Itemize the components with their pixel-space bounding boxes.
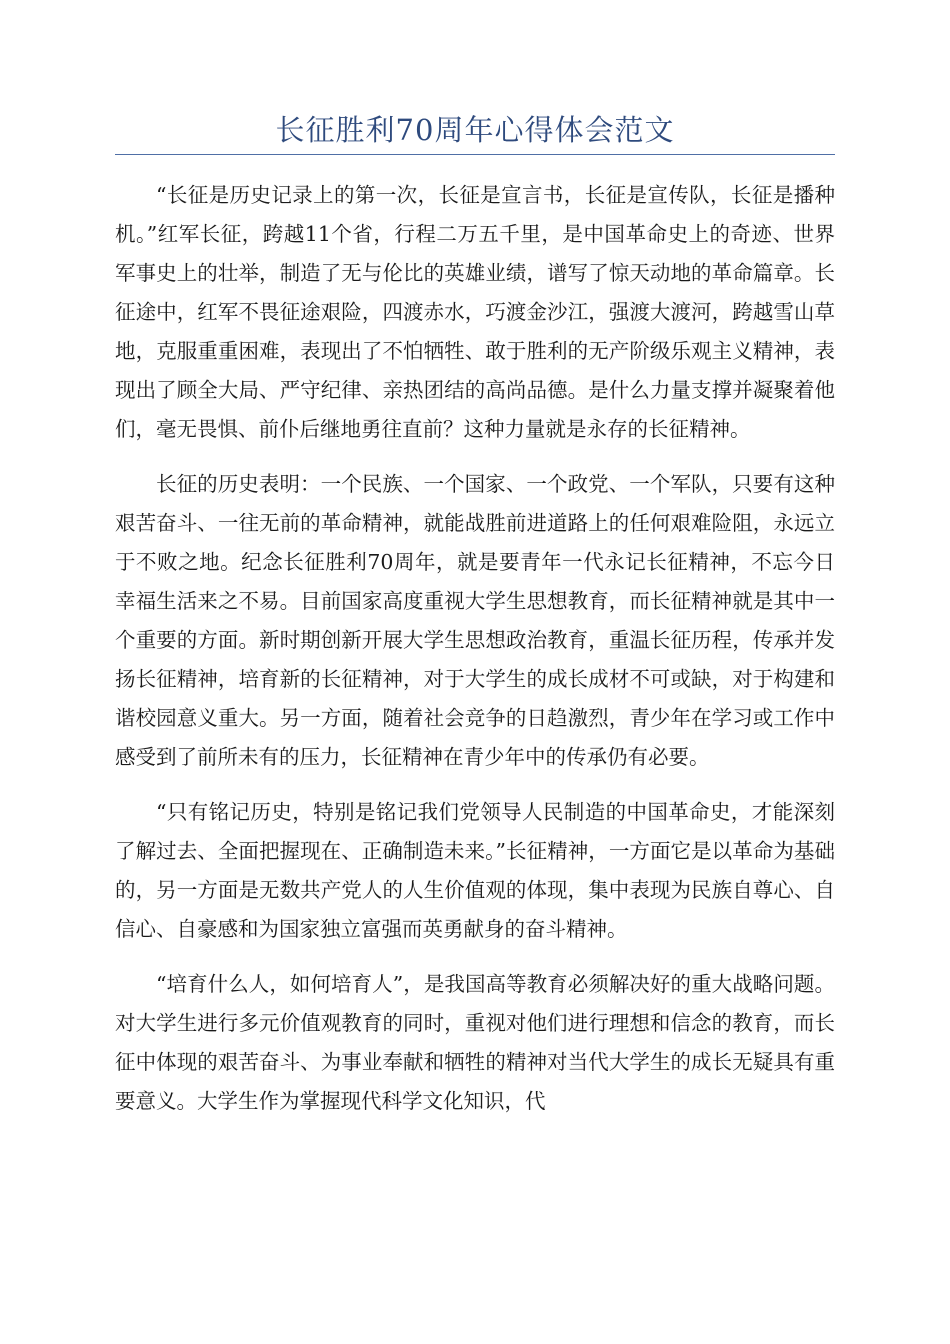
- title-underline: [115, 154, 835, 155]
- paragraph-1: “长征是历史记录上的第一次，长征是宣言书，长征是宣传队，长征是播种机。”红军长征，跨越11个省，行程二万五千里，是中国革命史上的奇迹、世界军事史上的壮举，制造了无与伦比的英雄业绩，谱写了惊天动地的革命篇章。长征途中，红军不畏征途艰险，四渡赤水，巧渡金沙江，强渡大渡河，跨越雪山草地，克服重重困难，表现出了不怕牺牲、敢于胜利的无产阶级乐观主义精神，表现出了顾全大局、严守纪律、亲热团结的高尚品德。是什么力量支撑并凝聚着他们，毫无畏惧、前仆后继地勇往直前？这种力量就是永存的长征精神。: [115, 183, 835, 441]
- paragraph-2: 长征的历史表明：一个民族、一个国家、一个政党、一个军队，只要有这种艰苦奋斗、一往无前的革命精神，就能战胜前进道路上的任何艰难险阻，永远立于不败之地。纪念长征胜利70周年，就是要青年一代永记长征精神，不忘今日幸福生活来之不易。目前国家高度重视大学生思想教育，而长征精神就是其中一个重要的方面。新时期创新开展大学生思想政治教育，重温长征历程，传承并发扬长征精神，培育新的长征精神，对于大学生的成长成材不可或缺，对于构建和谐校园意义重大。另一方面，随着社会竞争的日趋激烈，青少年在学习或工作中感受到了前所未有的压力，长征精神在青少年中的传承仍有必要。: [115, 472, 835, 769]
- paragraph-4: “培育什么人，如何培育人”，是我国高等教育必须解决好的重大战略问题。对大学生进行多元价值观教育的同时，重视对他们进行理想和信念的教育，而长征中体现的艰苦奋斗、为事业奉献和牺牲的精神对当代大学生的成长无疑具有重要意义。大学生作为掌握现代科学文化知识，代: [115, 972, 835, 1113]
- paragraph-3: “只有铭记历史，特别是铭记我们党领导人民制造的中国革命史，才能深刻了解过去、全面把握现在、正确制造未来。”长征精神，一方面它是以革命为基础的，另一方面是无数共产党人的人生价值观的体现，集中表现为民族自尊心、自信心、自豪感和为国家独立富强而英勇献身的奋斗精神。: [115, 800, 835, 941]
- document-body: [115, 176, 835, 1137]
- document-title: 长征胜利70周年心得体会范文: [275, 113, 675, 147]
